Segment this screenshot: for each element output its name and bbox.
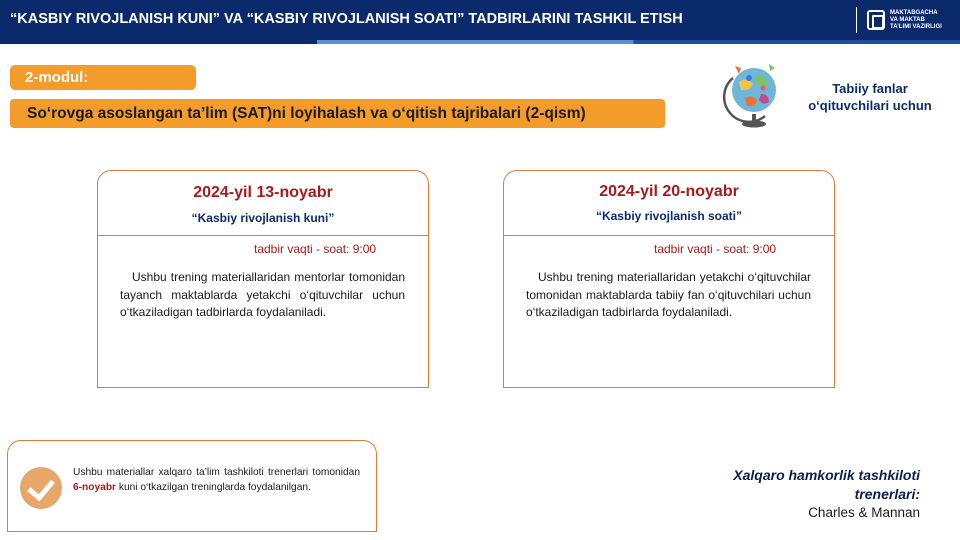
note-text-end: kuni o‘tkazilgan treninglarda foydalanilgan.	[116, 482, 311, 493]
target-audience: Tabiiy fanlar o‘qituvchilari uchun	[808, 81, 932, 113]
module-subtitle: So‘rovga asoslangan ta’lim (SAT)ni loyihalash va o‘qitish tajribalari (2-qism)	[27, 105, 586, 122]
event-date: 2024-yil 20-noyabr	[599, 183, 739, 200]
logo-text	[890, 10, 942, 31]
partner-names: Charles & Mannan	[808, 505, 920, 520]
event-name: “Kasbiy rivojlanish soati”	[595, 209, 743, 223]
module-tag	[10, 65, 196, 90]
event-name: “Kasbiy rivojlanish kuni”	[191, 211, 335, 225]
header-stripe	[0, 40, 960, 44]
event-description: Ushbu trening materiallaridan mentorlar tomonidan tayanch maktablarda yetakchi o‘qituvchilar uchun o‘tkaziladigan tadbirlarda foydalaniladi.	[120, 270, 405, 319]
event-time: tadbir vaqti - soat: 9:00	[254, 242, 377, 256]
event-date: 2024-yil 13-noyabr	[193, 184, 333, 201]
note-text-start: Ushbu materiallar xalqaro ta’lim tashkiloti trenerlari tomonidan	[73, 467, 360, 478]
note-text	[73, 465, 360, 495]
logo-separator	[856, 7, 857, 33]
module-label: 2-modul:	[25, 69, 89, 86]
event-time: tadbir vaqti - soat: 9:00	[654, 242, 777, 256]
partner-label: Xalqaro hamkorlik tashkiloti trenerlari:	[733, 467, 920, 502]
logo-line: MAKTABGACHA	[890, 9, 938, 16]
note-date-highlight: 6-noyabr	[73, 482, 117, 493]
logo-line: TA’LIMI VAZIRLIGI	[890, 23, 942, 30]
event-description: Ushbu trening materiallaridan yetakchi o‘qituvchilar tomonidan maktablarda tabiiy fan o‘qituvchilari uchun o‘tkaziladigan tadbirlarda foydalaniladi.	[526, 270, 811, 319]
checkmark-icon	[20, 467, 62, 509]
logo-line: VA MAKTAB	[890, 16, 925, 23]
event-card-hour	[503, 170, 835, 388]
event-card-day	[97, 170, 429, 388]
page-title: “KASBIY RIVOJLANISH KUNI” VA “KASBIY RIVOJLANISH SOATI” TADBIRLARINI TASHKIL ETISH	[10, 11, 683, 27]
ministry-logo	[856, 5, 942, 35]
book-icon	[867, 10, 885, 30]
card-divider	[504, 235, 834, 236]
header-bar	[0, 0, 960, 40]
card-divider	[98, 235, 428, 236]
globe-science-icon	[723, 58, 785, 130]
